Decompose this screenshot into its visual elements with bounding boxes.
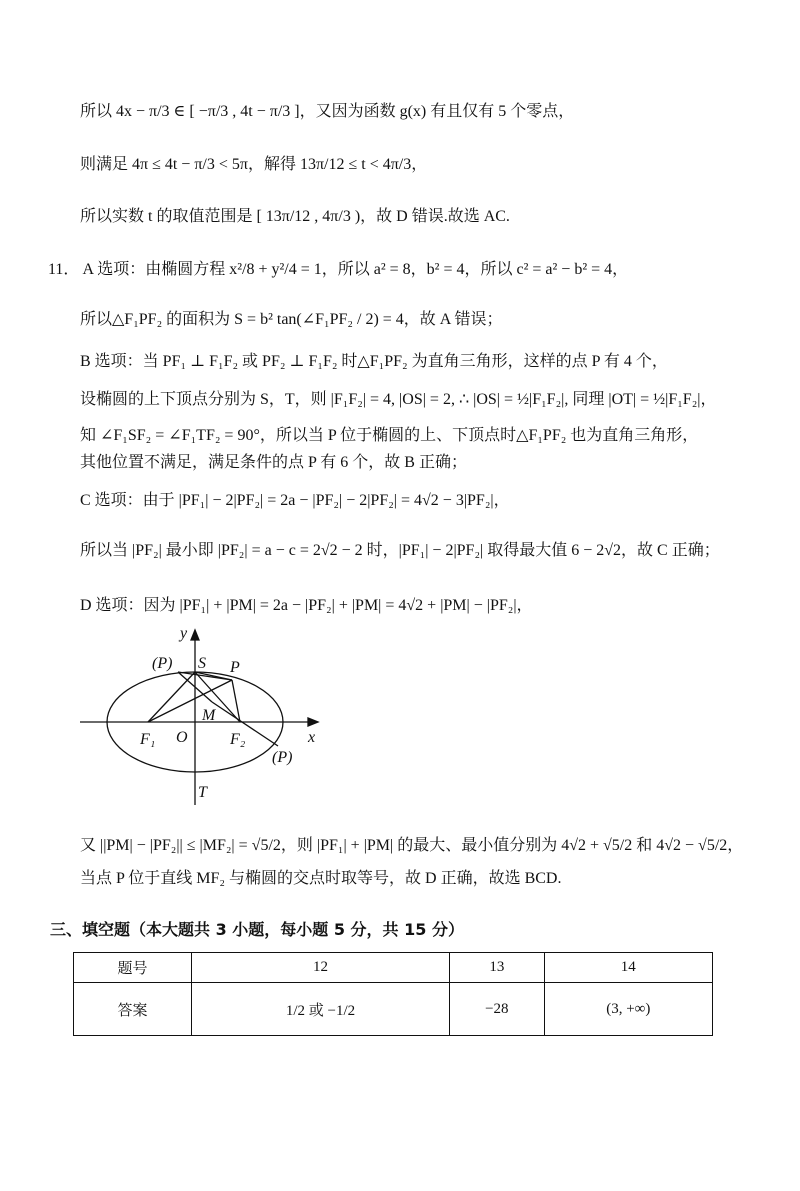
text-line: D 选项：因为 |PF₁| + |PM| = 2a − |PF₂| + |PM| = 4√2 + |PM| − |PF₂|， <box>80 597 533 614</box>
text-line: 11． A 选项：由椭圆方程 x²/8 + y²/4 = 1，所以 a² = 8，b² = 4，所以 c² = a² − b² = 4， <box>48 261 629 278</box>
table-row <box>74 983 713 1036</box>
table-header-row <box>74 953 713 983</box>
answer-table <box>73 952 713 1036</box>
table-cell: 13 <box>450 953 545 983</box>
table-cell: −28 <box>450 983 545 1036</box>
label-p: P <box>230 659 240 676</box>
ellipse-diagram <box>0 620 360 815</box>
label-o: O <box>176 729 188 746</box>
label-p-upper: (P) <box>152 655 173 672</box>
label-x: x <box>308 729 316 746</box>
table-cell: (3, +∞) <box>544 983 712 1036</box>
label-f1: F₁ <box>140 731 156 748</box>
segment <box>148 672 195 722</box>
text-line: 当点 P 位于直线 MF₂ 与椭圆的交点时取等号，故 D 正确，故选 BCD. <box>80 870 562 887</box>
text-line: 其他位置不满足，满足条件的点 P 有 6 个，故 B 正确； <box>80 454 467 471</box>
text-line: 所以当 |PF₂| 最小即 |PF₂| = a − c = 2√2 − 2 时，|PF₁| − 2|PF₂| 取得最大值 6 − 2√2，故 C 正确； <box>80 542 720 559</box>
label-f2: F₂ <box>230 731 246 748</box>
section-title: 三、填空题（本大题共 3 小题，每小题 5 分，共 15 分） <box>50 920 464 939</box>
text-line: 所以△F₁PF₂ 的面积为 S = b² tan(∠F₁PF₂ / 2) = 4，故 A 错误； <box>80 311 503 328</box>
table-cell: 答案 <box>74 983 192 1036</box>
label-s: S <box>198 655 206 672</box>
label-t: T <box>198 784 207 801</box>
text-line: 则满足 4π ≤ 4t − π/3 < 5π，解得 13π/12 ≤ t < 4π/3， <box>80 156 428 173</box>
text-line: B 选项：当 PF₁ ⊥ F₁F₂ 或 PF₂ ⊥ F₁F₂ 时△F₁PF₂ 为直角三角形，这样的点 P 有 4 个， <box>80 353 668 370</box>
text-line: 知 ∠F₁SF₂ = ∠F₁TF₂ = 90°，所以当 P 位于椭圆的上、下顶点时△F₁PF₂ 也为直角三角形， <box>80 427 699 444</box>
text-line: 设椭圆的上下顶点分别为 S，T，则 |F₁F₂| = 4, |OS| = 2, ∴ |OS| = ½|F₁F₂|, 同理 |OT| = ½|F₁F₂|， <box>80 391 717 408</box>
x-axis-arrow <box>308 718 318 726</box>
text-line: 所以 4x − π/3 ∈ [ −π/3 , 4t − π/3 ]，又因为函数 g(x) 有且仅有 5 个零点， <box>80 103 575 120</box>
y-axis-arrow <box>191 630 199 640</box>
text-line: 所以实数 t 的取值范围是 [ 13π/12 , 4π/3 )，故 D 错误.故选 AC. <box>80 208 510 225</box>
label-m: M <box>202 707 216 724</box>
text-line: 又 ||PM| − |PF₂|| ≤ |MF₂| = √5/2，则 |PF₁| + |PM| 的最大、最小值分别为 4√2 + √5/2 和 4√2 − √5/2， <box>80 837 744 854</box>
segment <box>148 680 232 722</box>
label-p-lower: (P) <box>272 749 293 766</box>
table-cell: 12 <box>191 953 449 983</box>
text-line: C 选项：由于 |PF₁| − 2|PF₂| = 2a − |PF₂| − 2|PF₂| = 4√2 − 3|PF₂|， <box>80 492 510 509</box>
label-y: y <box>180 625 188 642</box>
table-cell: 1/2 或 −1/2 <box>191 983 449 1036</box>
table-cell: 题号 <box>74 953 192 983</box>
table-cell: 14 <box>544 953 712 983</box>
